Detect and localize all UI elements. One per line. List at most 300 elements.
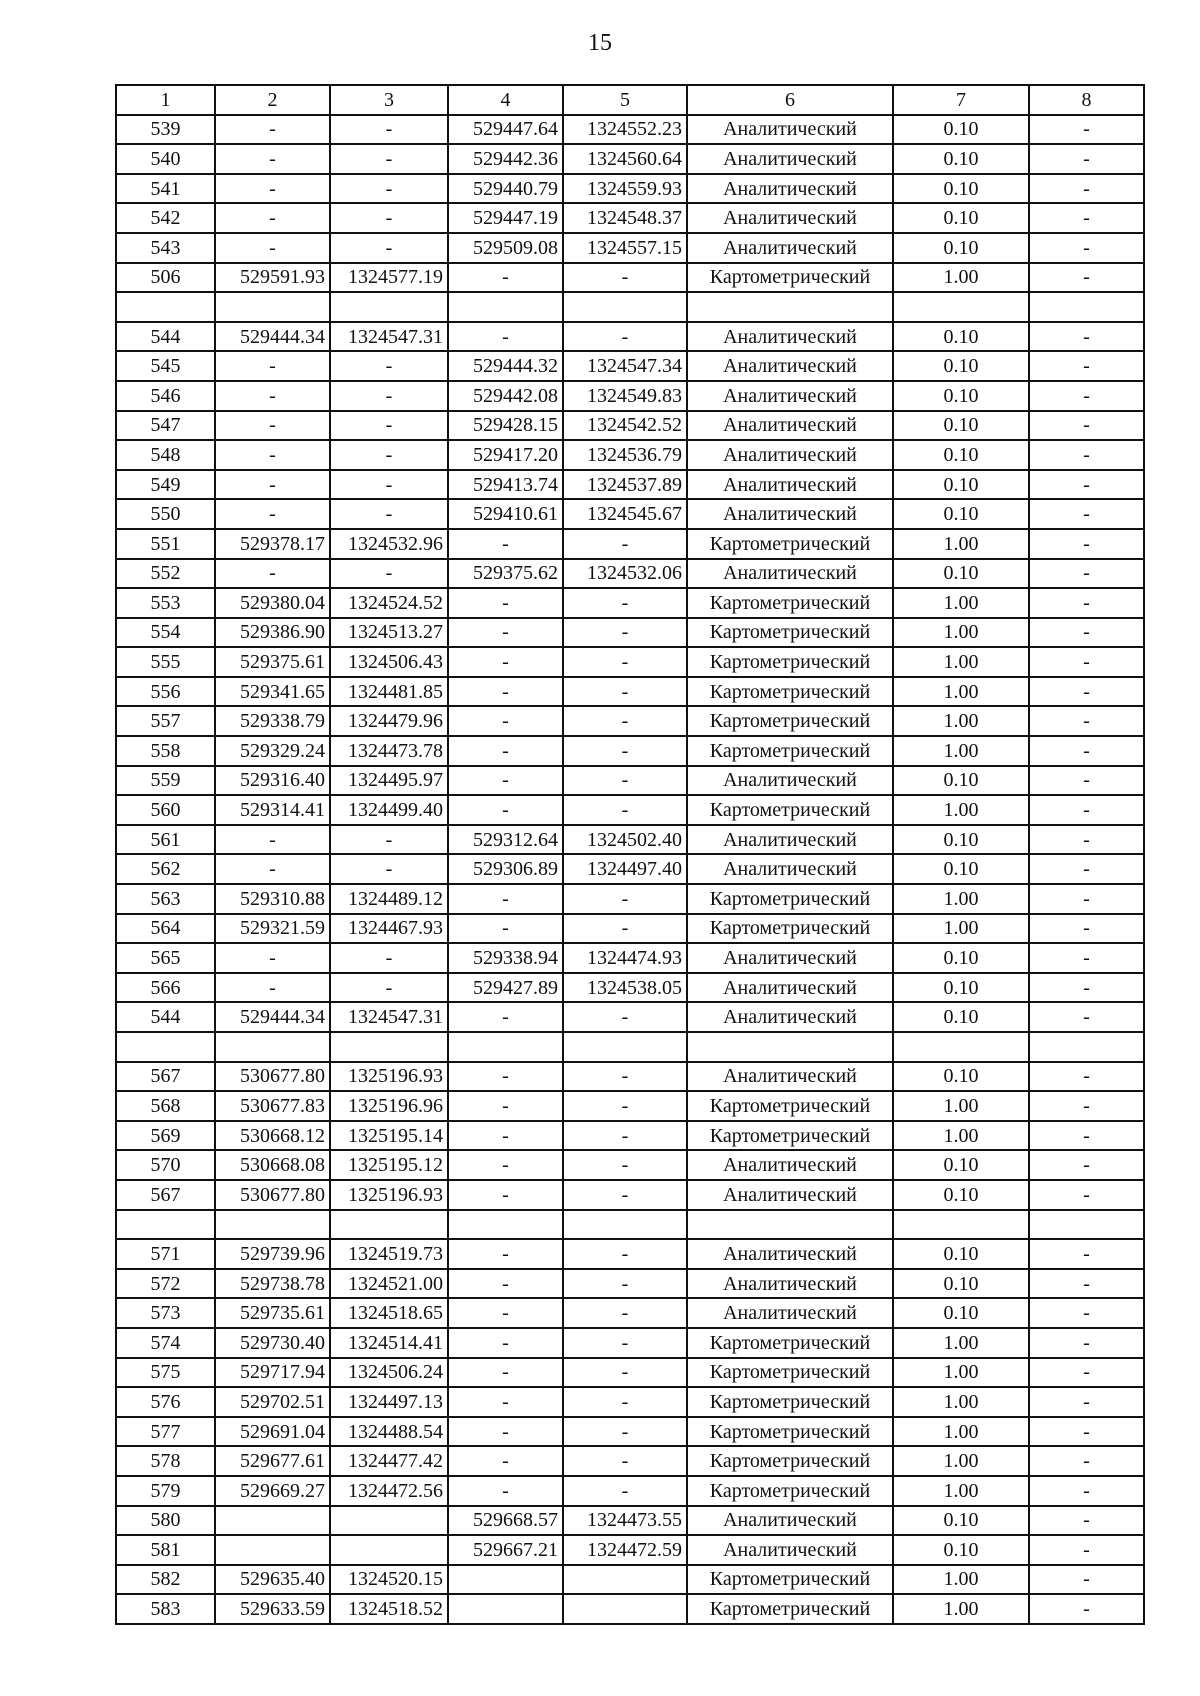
accuracy-cell: 0.10 [893, 825, 1029, 855]
specified-y-cell: - [563, 736, 687, 766]
specified-y-cell: - [563, 1180, 687, 1210]
specified-y-cell: - [563, 884, 687, 914]
accuracy-cell: 0.10 [893, 144, 1029, 174]
table-row [116, 736, 1144, 766]
table-row [116, 795, 1144, 825]
point-number-cell: 577 [116, 1417, 215, 1447]
specified-y-cell: 1324474.93 [563, 943, 687, 973]
method-cell: Картометрический [687, 795, 893, 825]
point-number-cell: 540 [116, 144, 215, 174]
description-cell: - [1029, 1476, 1144, 1506]
table-row [116, 115, 1144, 145]
accuracy-cell: 1.00 [893, 795, 1029, 825]
method-cell: Аналитический [687, 440, 893, 470]
table-row [116, 292, 1144, 322]
existing-y-cell: 1324506.43 [330, 647, 448, 677]
specified-y-cell: - [563, 322, 687, 352]
existing-x-cell [215, 1032, 330, 1062]
table-row [116, 706, 1144, 736]
specified-y-cell: 1324557.15 [563, 233, 687, 263]
accuracy-cell: 1.00 [893, 914, 1029, 944]
accuracy-cell: 0.10 [893, 499, 1029, 529]
method-cell: Аналитический [687, 1062, 893, 1092]
description-cell: - [1029, 973, 1144, 1003]
table-row [116, 1091, 1144, 1121]
existing-x-cell: 529735.61 [215, 1298, 330, 1328]
existing-y-cell: - [330, 115, 448, 145]
specified-y-cell: - [563, 1358, 687, 1388]
table-row [116, 1121, 1144, 1151]
specified-x-cell: - [448, 618, 563, 648]
column-header: 2 [215, 85, 330, 115]
existing-y-cell [330, 1506, 448, 1536]
method-cell: Аналитический [687, 1239, 893, 1269]
accuracy-cell: 0.10 [893, 115, 1029, 145]
description-cell: - [1029, 351, 1144, 381]
method-cell: Аналитический [687, 1002, 893, 1032]
description-cell: - [1029, 144, 1144, 174]
existing-x-cell: 529341.65 [215, 677, 330, 707]
specified-y-cell: - [563, 766, 687, 796]
point-number-cell: 565 [116, 943, 215, 973]
existing-x-cell: 529739.96 [215, 1239, 330, 1269]
description-cell: - [1029, 647, 1144, 677]
description-cell: - [1029, 381, 1144, 411]
point-number-cell [116, 1210, 215, 1240]
specified-x-cell: - [448, 1091, 563, 1121]
accuracy-cell: 1.00 [893, 706, 1029, 736]
specified-x-cell [448, 1594, 563, 1624]
description-cell: - [1029, 943, 1144, 973]
point-number-cell: 566 [116, 973, 215, 1003]
column-header: 7 [893, 85, 1029, 115]
existing-y-cell: 1324532.96 [330, 529, 448, 559]
page-number: 15 [588, 30, 612, 56]
point-number-cell: 541 [116, 174, 215, 204]
specified-x-cell: 529442.36 [448, 144, 563, 174]
specified-y-cell: - [563, 795, 687, 825]
specified-x-cell: - [448, 1446, 563, 1476]
existing-y-cell: 1324547.31 [330, 1002, 448, 1032]
existing-x-cell: 529444.34 [215, 322, 330, 352]
specified-y-cell: 1324532.06 [563, 559, 687, 589]
existing-x-cell: - [215, 351, 330, 381]
description-cell: - [1029, 766, 1144, 796]
existing-x-cell: - [215, 499, 330, 529]
existing-y-cell: 1324521.00 [330, 1269, 448, 1299]
specified-y-cell [563, 1565, 687, 1595]
point-number-cell: 576 [116, 1387, 215, 1417]
specified-y-cell: - [563, 1062, 687, 1092]
description-cell: - [1029, 1239, 1144, 1269]
table-row [116, 1180, 1144, 1210]
accuracy-cell: 0.10 [893, 203, 1029, 233]
existing-x-cell: 530668.08 [215, 1150, 330, 1180]
accuracy-cell: 1.00 [893, 1091, 1029, 1121]
point-number-cell: 567 [116, 1180, 215, 1210]
table-row [116, 203, 1144, 233]
method-cell: Аналитический [687, 559, 893, 589]
specified-x-cell: - [448, 795, 563, 825]
method-cell: Аналитический [687, 351, 893, 381]
table-row [116, 973, 1144, 1003]
method-cell: Аналитический [687, 825, 893, 855]
existing-y-cell: - [330, 381, 448, 411]
point-number-cell [116, 292, 215, 322]
point-number-cell: 506 [116, 263, 215, 293]
description-cell: - [1029, 1150, 1144, 1180]
accuracy-cell: 0.10 [893, 351, 1029, 381]
existing-x-cell: - [215, 381, 330, 411]
specified-y-cell: 1324552.23 [563, 115, 687, 145]
accuracy-cell [893, 1210, 1029, 1240]
accuracy-cell: 1.00 [893, 618, 1029, 648]
existing-x-cell: - [215, 470, 330, 500]
description-cell: - [1029, 1121, 1144, 1151]
point-number-cell: 570 [116, 1150, 215, 1180]
existing-x-cell: 529338.79 [215, 706, 330, 736]
table-row [116, 263, 1144, 293]
specified-x-cell: - [448, 1062, 563, 1092]
method-cell: Картометрический [687, 647, 893, 677]
existing-y-cell: - [330, 174, 448, 204]
method-cell: Картометрический [687, 884, 893, 914]
existing-y-cell: - [330, 411, 448, 441]
description-cell [1029, 1032, 1144, 1062]
accuracy-cell: 0.10 [893, 1150, 1029, 1180]
specified-y-cell: - [563, 1328, 687, 1358]
specified-x-cell: - [448, 706, 563, 736]
point-number-cell: 572 [116, 1269, 215, 1299]
existing-y-cell: 1324519.73 [330, 1239, 448, 1269]
accuracy-cell: 1.00 [893, 1328, 1029, 1358]
existing-x-cell: - [215, 854, 330, 884]
specified-y-cell: - [563, 1150, 687, 1180]
specified-y-cell [563, 292, 687, 322]
specified-y-cell: - [563, 1002, 687, 1032]
table-row [116, 529, 1144, 559]
specified-x-cell: 529447.64 [448, 115, 563, 145]
method-cell: Картометрический [687, 1417, 893, 1447]
existing-y-cell: - [330, 973, 448, 1003]
accuracy-cell: 0.10 [893, 559, 1029, 589]
description-cell: - [1029, 440, 1144, 470]
method-cell: Аналитический [687, 174, 893, 204]
point-number-cell: 559 [116, 766, 215, 796]
accuracy-cell: 0.10 [893, 470, 1029, 500]
description-cell [1029, 1210, 1144, 1240]
specified-y-cell: - [563, 706, 687, 736]
method-cell [687, 1210, 893, 1240]
point-number-cell: 542 [116, 203, 215, 233]
existing-y-cell: - [330, 470, 448, 500]
method-cell: Аналитический [687, 381, 893, 411]
description-cell: - [1029, 1594, 1144, 1624]
specified-x-cell: - [448, 1417, 563, 1447]
specified-x-cell: - [448, 766, 563, 796]
specified-y-cell: - [563, 1269, 687, 1299]
accuracy-cell: 0.10 [893, 174, 1029, 204]
point-number-cell: 554 [116, 618, 215, 648]
accuracy-cell: 0.10 [893, 1180, 1029, 1210]
description-cell: - [1029, 1446, 1144, 1476]
method-cell: Аналитический [687, 1298, 893, 1328]
point-number-cell: 550 [116, 499, 215, 529]
accuracy-cell [893, 1032, 1029, 1062]
specified-x-cell: - [448, 736, 563, 766]
point-number-cell: 564 [116, 914, 215, 944]
method-cell: Картометрический [687, 1594, 893, 1624]
method-cell: Картометрический [687, 263, 893, 293]
existing-y-cell: 1324577.19 [330, 263, 448, 293]
accuracy-cell: 0.10 [893, 1535, 1029, 1565]
specified-x-cell: 529417.20 [448, 440, 563, 470]
existing-x-cell: 529591.93 [215, 263, 330, 293]
accuracy-cell: 0.10 [893, 233, 1029, 263]
existing-y-cell [330, 1535, 448, 1565]
description-cell: - [1029, 1565, 1144, 1595]
specified-x-cell: - [448, 1180, 563, 1210]
specified-y-cell: - [563, 1417, 687, 1447]
existing-x-cell: 529386.90 [215, 618, 330, 648]
existing-x-cell: 529730.40 [215, 1328, 330, 1358]
existing-x-cell: 529321.59 [215, 914, 330, 944]
specified-y-cell: - [563, 1091, 687, 1121]
existing-y-cell [330, 1210, 448, 1240]
point-number-cell: 546 [116, 381, 215, 411]
existing-y-cell: - [330, 943, 448, 973]
table-row [116, 1150, 1144, 1180]
accuracy-cell: 0.10 [893, 1002, 1029, 1032]
accuracy-cell: 0.10 [893, 1269, 1029, 1299]
specified-y-cell: - [563, 588, 687, 618]
existing-y-cell: 1325195.14 [330, 1121, 448, 1151]
specified-y-cell: 1324545.67 [563, 499, 687, 529]
point-number-cell: 560 [116, 795, 215, 825]
specified-x-cell: - [448, 529, 563, 559]
point-number-cell: 539 [116, 115, 215, 145]
specified-y-cell: 1324497.40 [563, 854, 687, 884]
accuracy-cell: 0.10 [893, 1298, 1029, 1328]
table-row [116, 174, 1144, 204]
point-number-cell: 557 [116, 706, 215, 736]
specified-y-cell [563, 1032, 687, 1062]
description-cell: - [1029, 1358, 1144, 1388]
existing-y-cell: 1324524.52 [330, 588, 448, 618]
existing-x-cell: - [215, 411, 330, 441]
column-header: 1 [116, 85, 215, 115]
existing-x-cell: 529329.24 [215, 736, 330, 766]
specified-y-cell: 1324549.83 [563, 381, 687, 411]
column-header: 6 [687, 85, 893, 115]
existing-x-cell: - [215, 559, 330, 589]
method-cell: Картометрический [687, 529, 893, 559]
point-number-cell: 563 [116, 884, 215, 914]
specified-y-cell: 1324559.93 [563, 174, 687, 204]
method-cell: Картометрический [687, 1358, 893, 1388]
description-cell: - [1029, 1091, 1144, 1121]
description-cell: - [1029, 736, 1144, 766]
existing-y-cell: 1325196.96 [330, 1091, 448, 1121]
existing-x-cell: 529380.04 [215, 588, 330, 618]
description-cell: - [1029, 825, 1144, 855]
existing-x-cell: 529378.17 [215, 529, 330, 559]
method-cell: Картометрический [687, 1121, 893, 1151]
specified-y-cell: 1324542.52 [563, 411, 687, 441]
accuracy-cell: 0.10 [893, 766, 1029, 796]
specified-x-cell: - [448, 263, 563, 293]
method-cell: Аналитический [687, 499, 893, 529]
description-cell: - [1029, 1298, 1144, 1328]
description-cell [1029, 292, 1144, 322]
description-cell: - [1029, 854, 1144, 884]
table-row [116, 1032, 1144, 1062]
method-cell: Аналитический [687, 973, 893, 1003]
specified-x-cell: - [448, 1476, 563, 1506]
existing-y-cell: - [330, 559, 448, 589]
description-cell: - [1029, 322, 1144, 352]
table-row [116, 559, 1144, 589]
existing-y-cell: - [330, 825, 448, 855]
specified-y-cell: - [563, 647, 687, 677]
table-row [116, 914, 1144, 944]
accuracy-cell: 1.00 [893, 1446, 1029, 1476]
accuracy-cell: 1.00 [893, 588, 1029, 618]
existing-y-cell: 1324514.41 [330, 1328, 448, 1358]
existing-y-cell: 1324547.31 [330, 322, 448, 352]
existing-x-cell: - [215, 203, 330, 233]
specified-x-cell: - [448, 914, 563, 944]
description-cell: - [1029, 529, 1144, 559]
existing-y-cell: 1324520.15 [330, 1565, 448, 1595]
method-cell: Аналитический [687, 144, 893, 174]
table-row [116, 440, 1144, 470]
existing-x-cell: 529444.34 [215, 1002, 330, 1032]
column-header: 4 [448, 85, 563, 115]
accuracy-cell: 1.00 [893, 1121, 1029, 1151]
table-row [116, 499, 1144, 529]
specified-y-cell: - [563, 529, 687, 559]
existing-x-cell: 529375.61 [215, 647, 330, 677]
specified-x-cell: 529375.62 [448, 559, 563, 589]
accuracy-cell: 0.10 [893, 973, 1029, 1003]
existing-x-cell: - [215, 144, 330, 174]
specified-y-cell: 1324548.37 [563, 203, 687, 233]
specified-x-cell: 529447.19 [448, 203, 563, 233]
specified-x-cell: 529440.79 [448, 174, 563, 204]
method-cell: Картометрический [687, 1446, 893, 1476]
existing-x-cell: 530677.80 [215, 1180, 330, 1210]
description-cell: - [1029, 470, 1144, 500]
point-number-cell: 579 [116, 1476, 215, 1506]
existing-x-cell: - [215, 440, 330, 470]
accuracy-cell [893, 292, 1029, 322]
description-cell: - [1029, 499, 1144, 529]
method-cell [687, 1032, 893, 1062]
existing-x-cell: - [215, 115, 330, 145]
specified-y-cell: 1324473.55 [563, 1506, 687, 1536]
specified-y-cell: - [563, 1476, 687, 1506]
accuracy-cell: 0.10 [893, 322, 1029, 352]
existing-x-cell: 529316.40 [215, 766, 330, 796]
existing-y-cell: 1324518.65 [330, 1298, 448, 1328]
existing-y-cell: - [330, 144, 448, 174]
description-cell: - [1029, 1062, 1144, 1092]
specified-x-cell: - [448, 1328, 563, 1358]
point-number-cell: 549 [116, 470, 215, 500]
table-row [116, 943, 1144, 973]
point-number-cell: 583 [116, 1594, 215, 1624]
method-cell: Аналитический [687, 411, 893, 441]
existing-y-cell: 1324481.85 [330, 677, 448, 707]
column-header: 3 [330, 85, 448, 115]
specified-y-cell: - [563, 263, 687, 293]
existing-x-cell: 530677.83 [215, 1091, 330, 1121]
table-row [116, 677, 1144, 707]
point-number-cell: 555 [116, 647, 215, 677]
specified-y-cell: - [563, 914, 687, 944]
point-number-cell: 567 [116, 1062, 215, 1092]
specified-x-cell: 529668.57 [448, 1506, 563, 1536]
existing-y-cell: 1325196.93 [330, 1062, 448, 1092]
description-cell: - [1029, 706, 1144, 736]
table-row [116, 618, 1144, 648]
existing-x-cell: 529314.41 [215, 795, 330, 825]
accuracy-cell: 1.00 [893, 1417, 1029, 1447]
specified-y-cell: 1324536.79 [563, 440, 687, 470]
accuracy-cell: 1.00 [893, 647, 1029, 677]
accuracy-cell: 1.00 [893, 1358, 1029, 1388]
description-cell: - [1029, 914, 1144, 944]
specified-x-cell: 529312.64 [448, 825, 563, 855]
accuracy-cell: 1.00 [893, 1565, 1029, 1595]
specified-x-cell: 529667.21 [448, 1535, 563, 1565]
specified-x-cell: - [448, 884, 563, 914]
existing-x-cell: 529702.51 [215, 1387, 330, 1417]
description-cell: - [1029, 1328, 1144, 1358]
specified-x-cell: - [448, 647, 563, 677]
description-cell: - [1029, 174, 1144, 204]
accuracy-cell: 1.00 [893, 884, 1029, 914]
table-row [116, 1506, 1144, 1536]
specified-x-cell: 529410.61 [448, 499, 563, 529]
method-cell: Картометрический [687, 618, 893, 648]
existing-x-cell: 530668.12 [215, 1121, 330, 1151]
point-number-cell: 562 [116, 854, 215, 884]
specified-x-cell: - [448, 677, 563, 707]
point-number-cell: 544 [116, 322, 215, 352]
existing-y-cell: 1324467.93 [330, 914, 448, 944]
table-row [116, 766, 1144, 796]
existing-y-cell: 1324495.97 [330, 766, 448, 796]
specified-x-cell: 529428.15 [448, 411, 563, 441]
table-body [116, 115, 1144, 1624]
specified-x-cell: - [448, 1002, 563, 1032]
existing-x-cell: - [215, 174, 330, 204]
specified-x-cell [448, 292, 563, 322]
table-header [116, 85, 1144, 115]
existing-y-cell: - [330, 233, 448, 263]
accuracy-cell: 0.10 [893, 1062, 1029, 1092]
description-cell: - [1029, 884, 1144, 914]
specified-y-cell: 1324538.05 [563, 973, 687, 1003]
table-row [116, 470, 1144, 500]
description-cell: - [1029, 559, 1144, 589]
specified-x-cell: 529306.89 [448, 854, 563, 884]
existing-y-cell: 1324513.27 [330, 618, 448, 648]
accuracy-cell: 1.00 [893, 736, 1029, 766]
point-number-cell: 578 [116, 1446, 215, 1476]
